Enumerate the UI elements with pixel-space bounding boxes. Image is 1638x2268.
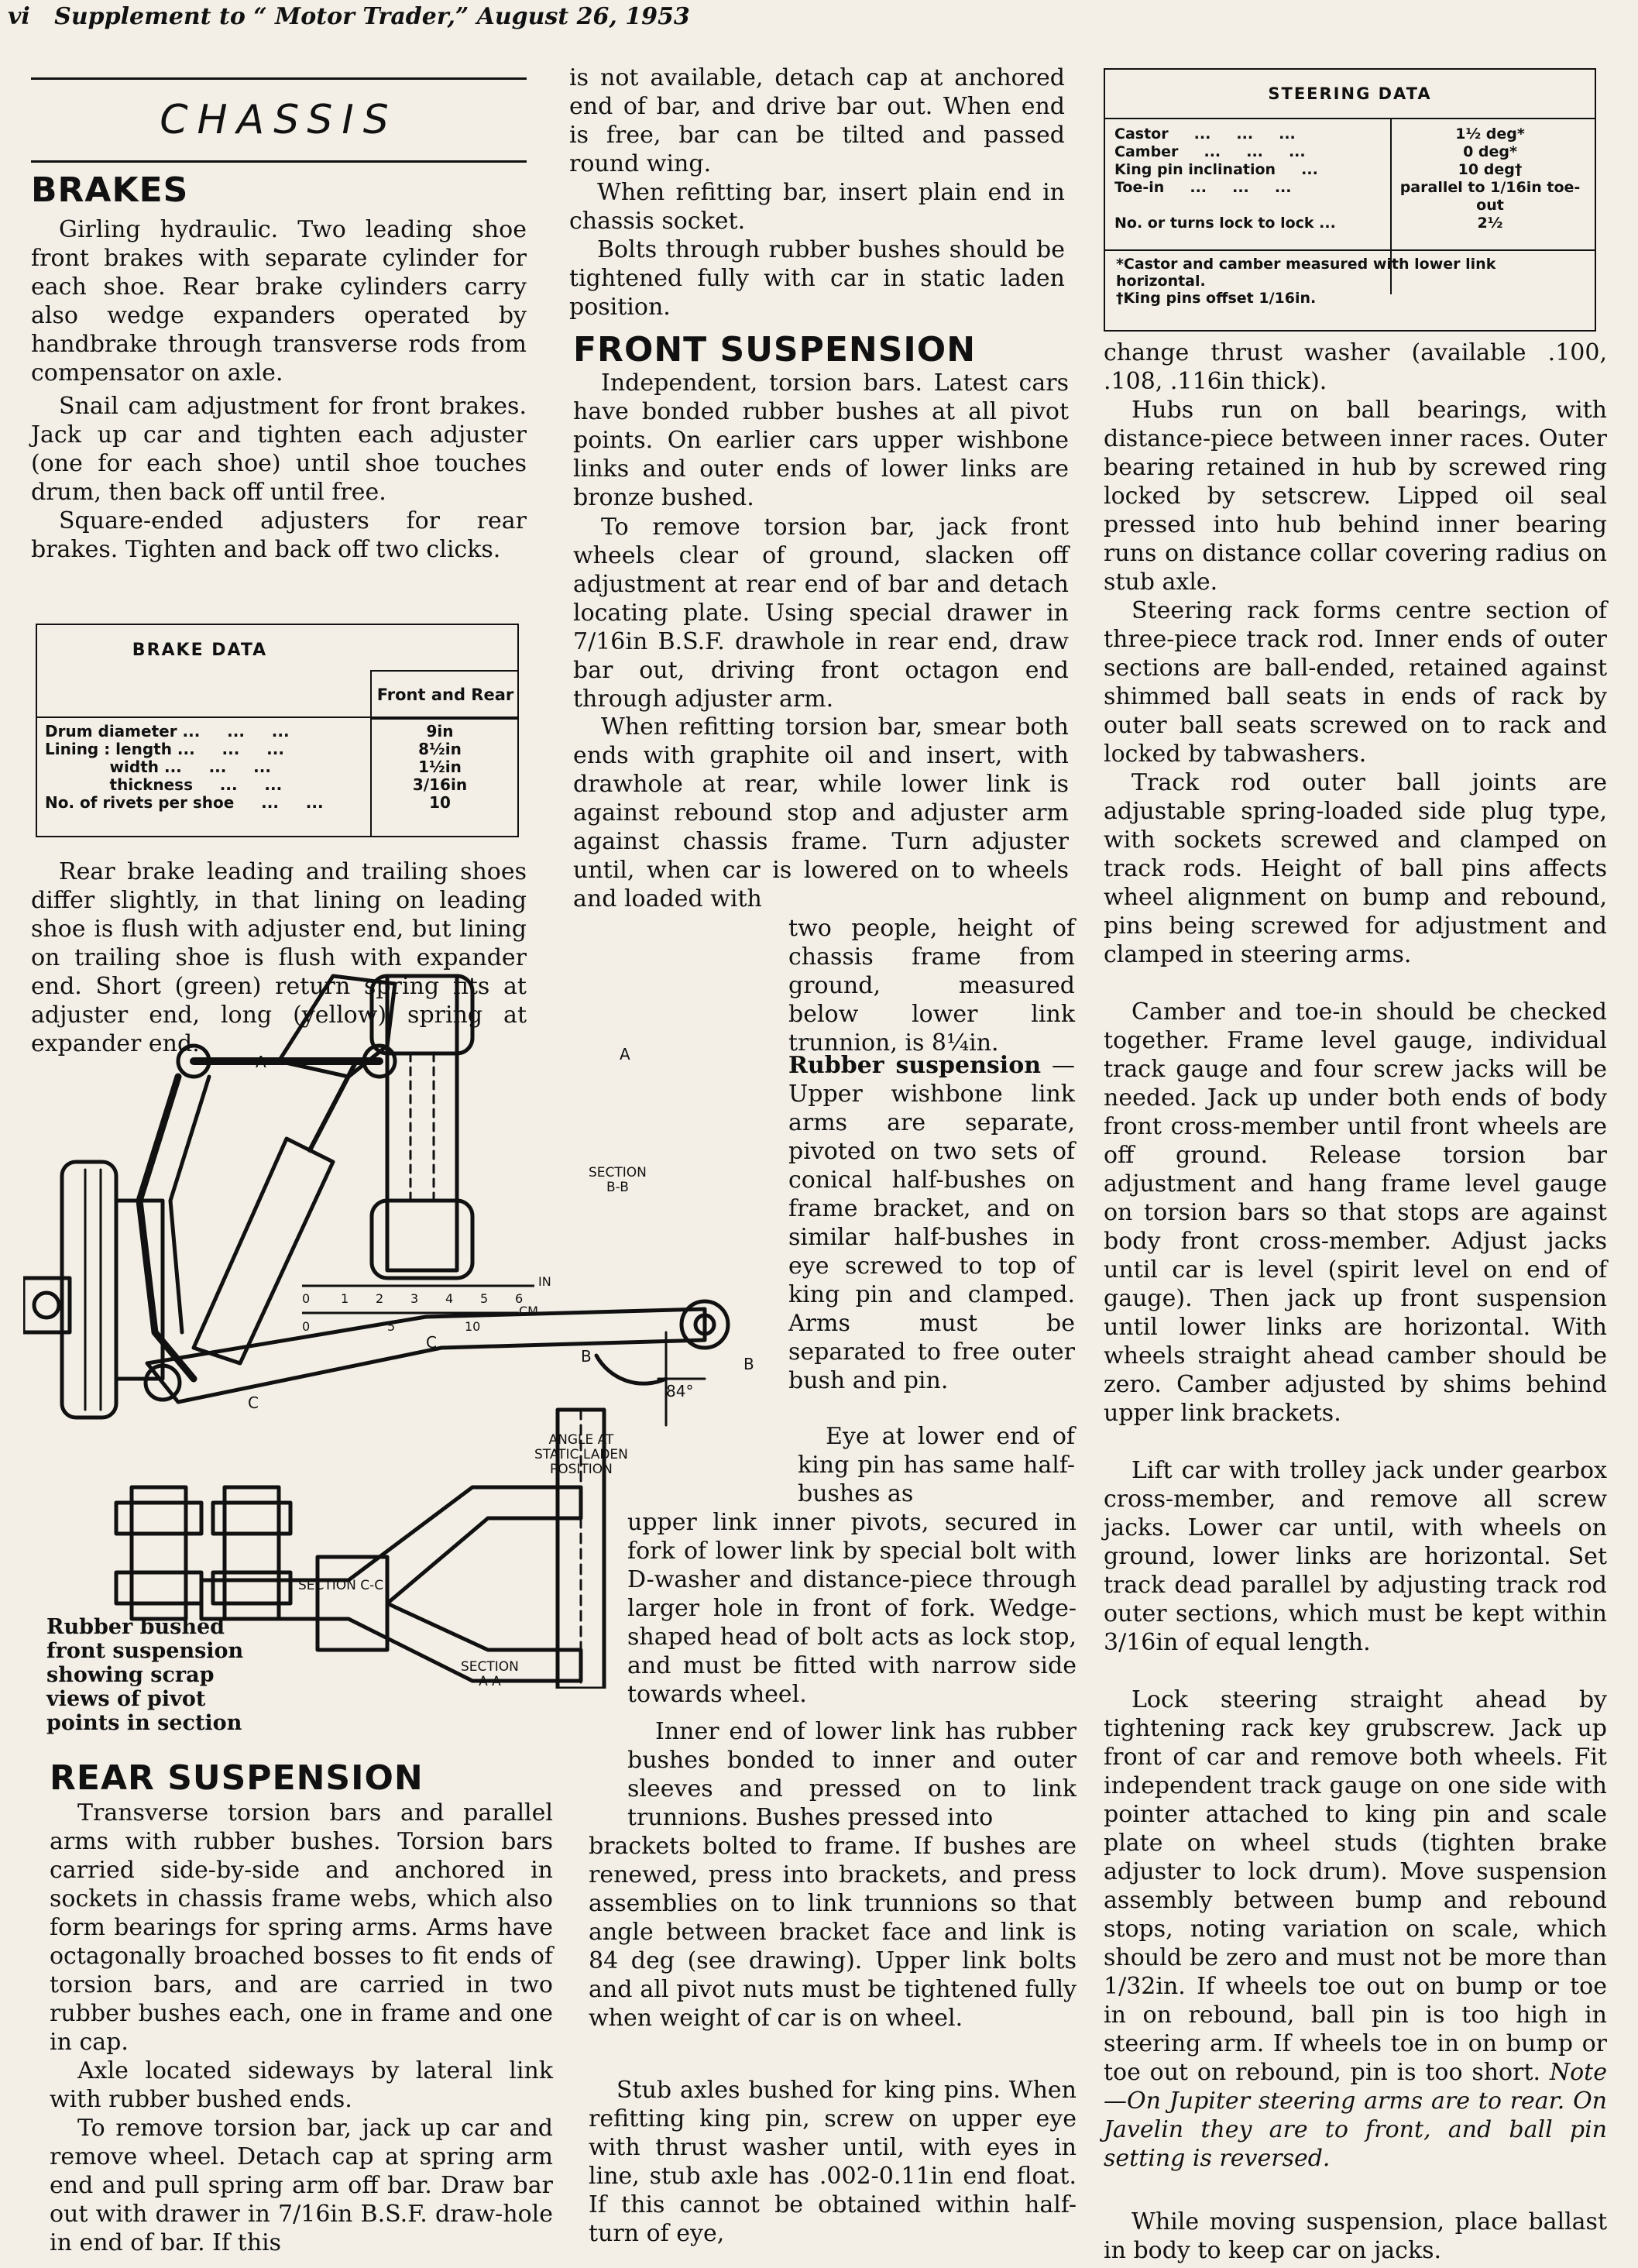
steering-data-row: Camber ... ... ... 0 deg* bbox=[1114, 143, 1517, 160]
scale-tick-in: 4 bbox=[445, 1291, 454, 1306]
brake-data-column-header: Front and Rear bbox=[370, 670, 519, 720]
col3-paragraph-6: Lift car with trolley jack under gearbox cross-member, and remove all screw jacks. Lower car until, with wheels on ground, lower links are horizontal. Set track dead parallel by adjusting track rod outer sections, which must be kept within 3/16in of equal length. bbox=[1104, 1457, 1607, 1656]
rear-suspension-paragraph-1: Transverse torsion bars and parallel arms with rubber bushes. Torsion bars carried side-by-side and anchored in sockets in chassis frame webs, which also form bearings for spring arms. Arms have octagonally broached bosses to fit ends of torsion bars, and are carried in two rubber bushes each, one in frame and one in cap. bbox=[50, 1799, 553, 2056]
marker-b-right: B bbox=[743, 1355, 754, 1373]
page-number: vi bbox=[8, 3, 30, 30]
figure-caption: Rubber bushed front suspension showing scrap views of pivot points in section bbox=[46, 1615, 244, 1735]
brake-data-row: Drum diameter ... ... ... 9in bbox=[45, 722, 454, 741]
scale-tick-cm: 5 bbox=[387, 1319, 396, 1334]
inner-end-paragraph: Inner end of lower link has rubber bushes bonded to inner and outer sleeves and pressed on to link trunnions. Bushes pressed into bbox=[627, 1718, 1077, 1831]
brakes-heading: BRAKES bbox=[31, 170, 189, 210]
brakes-paragraph-3: Square-ended adjusters for rear brakes. Tighten and back off two clicks. bbox=[31, 507, 527, 563]
scale-unit-cm: CM. bbox=[519, 1304, 543, 1318]
section-cc-right bbox=[225, 1487, 279, 1619]
steering-note-1: *Castor and camber measured with lower link horizontal. bbox=[1116, 256, 1496, 290]
rubber-suspension-paragraph bbox=[788, 1051, 1075, 1395]
shock-absorber-body bbox=[194, 1139, 333, 1363]
steering-data-row: Toe-in ... ... ... parallel to 1/16in toe-out bbox=[1114, 179, 1581, 214]
rear-suspension-paragraph-2: Axle located sideways by lateral link with rubber bushed ends. bbox=[50, 2057, 553, 2113]
section-cc-left bbox=[132, 1487, 186, 1619]
section-bb-label: SECTION B-B bbox=[589, 1165, 647, 1195]
marker-a-left: A bbox=[256, 1053, 266, 1071]
brakes-paragraph-2: Snail cam adjustment for front brakes. Jack up car and tighten each adjuster (one for each shoe) until shoe touches drum, then back off until free. bbox=[31, 393, 527, 506]
eye-paragraph: Eye at lower end of king pin has same half-bushes as bbox=[798, 1423, 1075, 1507]
front-suspension-heading: FRONT SUSPENSION bbox=[573, 330, 977, 369]
steering-data-row: Castor ... ... ... 1½ deg* bbox=[1114, 125, 1525, 143]
brake-data-title: BRAKE DATA bbox=[132, 640, 268, 660]
brake-data-rows bbox=[45, 723, 510, 812]
col3-paragraph-7-text: Lock steering straight ahead by tightening rack key grubscrew. Jack up front of car and remove both wheels. Fit independent track gauge on one side with pointer attached to king pin and scale plate on wheel studs (tighten brake adjuster to lock drum). Move suspension assembly between bump and rebound stops, noting variation on scale, which should be zero and must not be more than 1/32in. If wheels toe out on bump or toe in on rebound, ball pin is too high in steering arm. If wheels toe in on bump or toe out on rebound, pin is too short. bbox=[1104, 1686, 1607, 2086]
scale-tick-in: 5 bbox=[480, 1291, 489, 1306]
section-aa-link bbox=[201, 1487, 581, 1681]
rear-suspension-continued: is not available, detach cap at anchored end of bar, and drive bar out. When end is free, bar can be tilted and passed round wing. bbox=[569, 64, 1065, 177]
lower-link bbox=[147, 1309, 705, 1402]
marker-a-right: A bbox=[620, 1045, 630, 1064]
brake-data-row: Lining : length ... ... ... 8½in bbox=[45, 740, 462, 758]
rubber-suspension-text: —Upper wishbone link arms are separate, pivoted on two sets of conical half-bushes on frame bracket, and on similar half-bushes in eye screwed to top of king pin and clamped. Arms must be separated to free outer bush and pin. bbox=[788, 1052, 1075, 1394]
rear-suspension-heading: REAR SUSPENSION bbox=[50, 1758, 424, 1798]
brake-data-row: thickness ... ... 3/16in bbox=[45, 775, 468, 794]
scale-tick-in: 6 bbox=[515, 1291, 524, 1306]
steering-data-rows bbox=[1114, 125, 1591, 232]
steering-data-notes bbox=[1116, 256, 1588, 307]
steering-data-row: King pin inclination ... 10 deg† bbox=[1114, 161, 1523, 178]
section-aa-label: SECTION A-A bbox=[461, 1659, 519, 1689]
brake-data-row: width ... ... ... 1½in bbox=[45, 758, 462, 776]
rubber-suspension-lead: Rubber suspension bbox=[788, 1052, 1042, 1079]
brake-data-table bbox=[36, 624, 519, 837]
section-cc-label: SECTION C-C bbox=[298, 1578, 384, 1593]
brakes-paragraph-1: Girling hydraulic. Two leading shoe front brakes with separate cylinder for each shoe. Rear brake cylinders carry also wedge expanders operated by handbrake through transverse rods from compensator on axle. bbox=[31, 216, 527, 387]
marker-c-right: C bbox=[426, 1333, 437, 1352]
steering-data-row: No. or turns lock to lock ... 2½ bbox=[1114, 215, 1503, 232]
col3-paragraph-5: Camber and toe-in should be checked together. Frame level gauge, individual track gauge and four screw jacks will be needed. Jack up under both ends of body front cross-member until front wheels are off ground. Release torsion bar adjustment and hang frame level gauge on torsion bars so that stops are against body front cross-member. Adjust jacks until car is level (spirit level on end of gauge). Then jack up front suspension until lower links are horizontal. With wheels straight ahead camber should be zero. Camber adjusted by shims behind upper link brackets. bbox=[1104, 998, 1607, 1427]
page-header bbox=[8, 3, 690, 30]
section-bb-body bbox=[387, 976, 457, 1270]
scale-tick-in: 0 bbox=[302, 1291, 311, 1306]
front-suspension-paragraph-3a: When refitting torsion bar, smear both ends with graphite oil and insert, with drawhole at rear, while lower link is against rebound stop and adjuster arm against chassis frame. Turn adjuster until, when car is lowered on to wheels and loaded with bbox=[573, 713, 1069, 912]
publication-title: Supplement to “ Motor Trader,” August 26, 1953 bbox=[54, 3, 690, 30]
scale-tick-in: 1 bbox=[341, 1291, 349, 1306]
brake-data-row: No. of rivets per shoe ... ... 10 bbox=[45, 793, 451, 812]
scale-tick-cm: 0 bbox=[302, 1319, 311, 1334]
angle-label: ANGLE AT STATIC LADEN POSITION bbox=[534, 1432, 628, 1477]
steering-note-2: †King pins offset 1/16in. bbox=[1116, 290, 1317, 307]
col3-paragraph-7 bbox=[1104, 1686, 1607, 2173]
col3-paragraph-1: change thrust washer (available .100, .108, .116in thick). bbox=[1104, 339, 1607, 395]
section-title: CHASSIS bbox=[160, 97, 398, 143]
refit-bar-paragraph: When refitting bar, insert plain end in chassis socket. bbox=[569, 179, 1065, 235]
brakes-paragraph-4: Rear brake leading and trailing shoes differ slightly, in that lining on leading shoe is flush with adjuster end, but lining on trailing shoe is flush with expander end. Short (green) return spring fits at adjuster end, long (yellow) spring at expander end. bbox=[31, 858, 527, 1057]
scale-tick-cm: 10 bbox=[465, 1319, 481, 1334]
eye-paragraph-continued: upper link inner pivots, secured in fork of lower link by special bolt with D-washer and distance-piece through larger hole in front of fork. Wedge-shaped head of bolt acts as lock stop, and must be fitted with narrow side towards wheel. bbox=[627, 1509, 1077, 1708]
marker-b-left: B bbox=[581, 1347, 592, 1366]
steering-data-table bbox=[1104, 68, 1596, 332]
angle-value: 84° bbox=[666, 1382, 694, 1400]
scale-tick-in: 3 bbox=[410, 1291, 419, 1306]
scale-unit-in: IN bbox=[538, 1274, 551, 1289]
marker-c-left: C bbox=[248, 1393, 259, 1412]
scale-tick-in: 2 bbox=[376, 1291, 384, 1306]
col3-paragraph-2: Hubs run on ball bearings, with distance-piece between inner races. Outer bearing retained in hub by screwed ring locked by setscrew. Lipped oil seal pressed into hub behind inner bearing runs on distance collar covering radius on stub axle. bbox=[1104, 397, 1607, 596]
stub-axles-paragraph: Stub axles bushed for king pins. When refitting king pin, screw on upper eye with thrust washer until, with eyes in line, stub axle has .002-0.11in end float. If this cannot be obtained within half-turn of eye, bbox=[589, 2077, 1077, 2247]
chassis-title-box bbox=[31, 77, 527, 163]
col3-note: Note—On Jupiter steering arms are to rear. On Javelin they are to front, and ball pin setting is reversed. bbox=[1104, 2059, 1607, 2172]
col3-paragraph-8: While moving suspension, place ballast in body to keep car on jacks. bbox=[1104, 2208, 1607, 2264]
front-suspension-paragraph-1: Independent, torsion bars. Latest cars have bonded rubber bushes at all pivot points. On earlier cars upper wishbone links and outer ends of lower links are bronze bushed. bbox=[573, 369, 1069, 511]
front-suspension-paragraph-3b: two people, height of chassis frame from ground, measured below lower link trunnion, is 8¼in. bbox=[788, 915, 1075, 1057]
col3-paragraph-4: Track rod outer ball joints are adjustable spring-loaded side plug type, with sockets screwed and clamped on track rods. Height of ball pins affects wheel alignment on bump and rebound, pins being screwed for adjustment and clamped in steering arms. bbox=[1104, 769, 1607, 968]
inner-end-paragraph-continued: brackets bolted to frame. If bushes are renewed, press into brackets, and press assemblies on to link trunnions so that angle between bracket face and link is 84 deg (see drawing). Upper link bolts and all pivot nuts must be tightened fully when weight of car is on wheel. bbox=[589, 1833, 1077, 2032]
col3-paragraph-3: Steering rack forms centre section of three-piece track rod. Inner ends of outer sections are ball-ended, retained against shimmed ball seats in ends of rack by outer ball seats screwed on to rack and locked by tabwashers. bbox=[1104, 597, 1607, 768]
steering-data-title: STEERING DATA bbox=[1105, 70, 1595, 119]
front-suspension-paragraph-2: To remove torsion bar, jack front wheels clear of ground, slacken off adjustment at rear end of bar and detach locating plate. Using special drawer in 7/16in B.S.F. drawhole in rear end, draw bar out, driving front octagon end through adjuster arm. bbox=[573, 514, 1069, 713]
bolts-paragraph: Bolts through rubber bushes should be tightened fully with car in static laden position. bbox=[569, 236, 1065, 321]
rear-suspension-paragraph-3: To remove torsion bar, jack up car and remove wheel. Detach cap at spring arm end and pull spring arm off bar. Draw bar out with drawer in 7/16in B.S.F. draw-hole in end of bar. If this bbox=[50, 2115, 553, 2256]
